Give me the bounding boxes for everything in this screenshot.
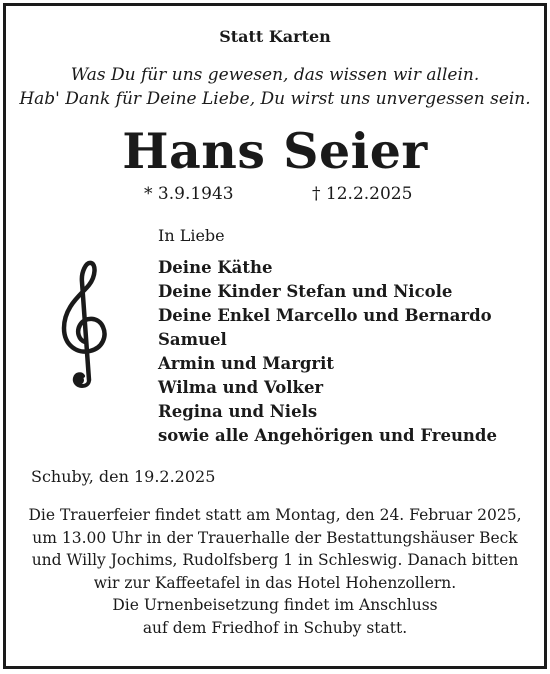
memorial-quote	[0, 63, 550, 111]
mourner-line: sowie alle Angehörigen und Freunde	[158, 426, 497, 445]
service-information	[0, 504, 550, 639]
service-line: und Willy Jochims, Rudolfsberg 1 in Schleswig. Danach bitten	[31, 551, 519, 569]
mourner-line: Armin und Margrit	[158, 354, 335, 373]
service-line: wir zur Kaffeetafel in das Hotel Hohenzollern.	[93, 573, 457, 592]
service-line: Die Trauerfeier findet statt am Montag, den 24. Februar 2025,	[28, 506, 522, 524]
service-line: auf dem Friedhof in Schuby statt.	[142, 618, 408, 637]
service-line: um 13.00 Uhr in der Trauerhalle der Bestattungshäuser Beck	[32, 528, 518, 547]
place-and-date: Schuby, den 19.2.2025	[31, 467, 216, 486]
deceased-name: Hans Seier	[122, 122, 428, 180]
mourner-line: Deine Kinder Stefan und Nicole	[158, 282, 453, 301]
mourner-line: Deine Käthe	[158, 258, 273, 277]
quote-line-2: Hab' Dank für Deine Liebe, Du wirst uns unvergessen sein.	[19, 89, 531, 109]
mourner-line: Samuel	[158, 330, 227, 349]
quote-line-1: Was Du für uns gewesen, das wissen wir allein.	[70, 65, 480, 85]
mourner-line: Deine Enkel Marcello und Bernardo	[158, 306, 492, 325]
mourner-line: Wilma und Volker	[158, 378, 324, 397]
service-line: Die Urnenbeisetzung findet im Anschluss	[112, 596, 438, 614]
mourner-line: Regina und Niels	[158, 402, 318, 421]
mourners-list	[158, 256, 497, 448]
treble-clef-icon	[58, 258, 112, 388]
in-love-intro: In Liebe	[158, 226, 225, 245]
birth-date: * 3.9.1943	[144, 184, 234, 204]
death-date: † 12.2.2025	[312, 184, 413, 204]
header-statt-karten: Statt Karten	[219, 27, 331, 46]
